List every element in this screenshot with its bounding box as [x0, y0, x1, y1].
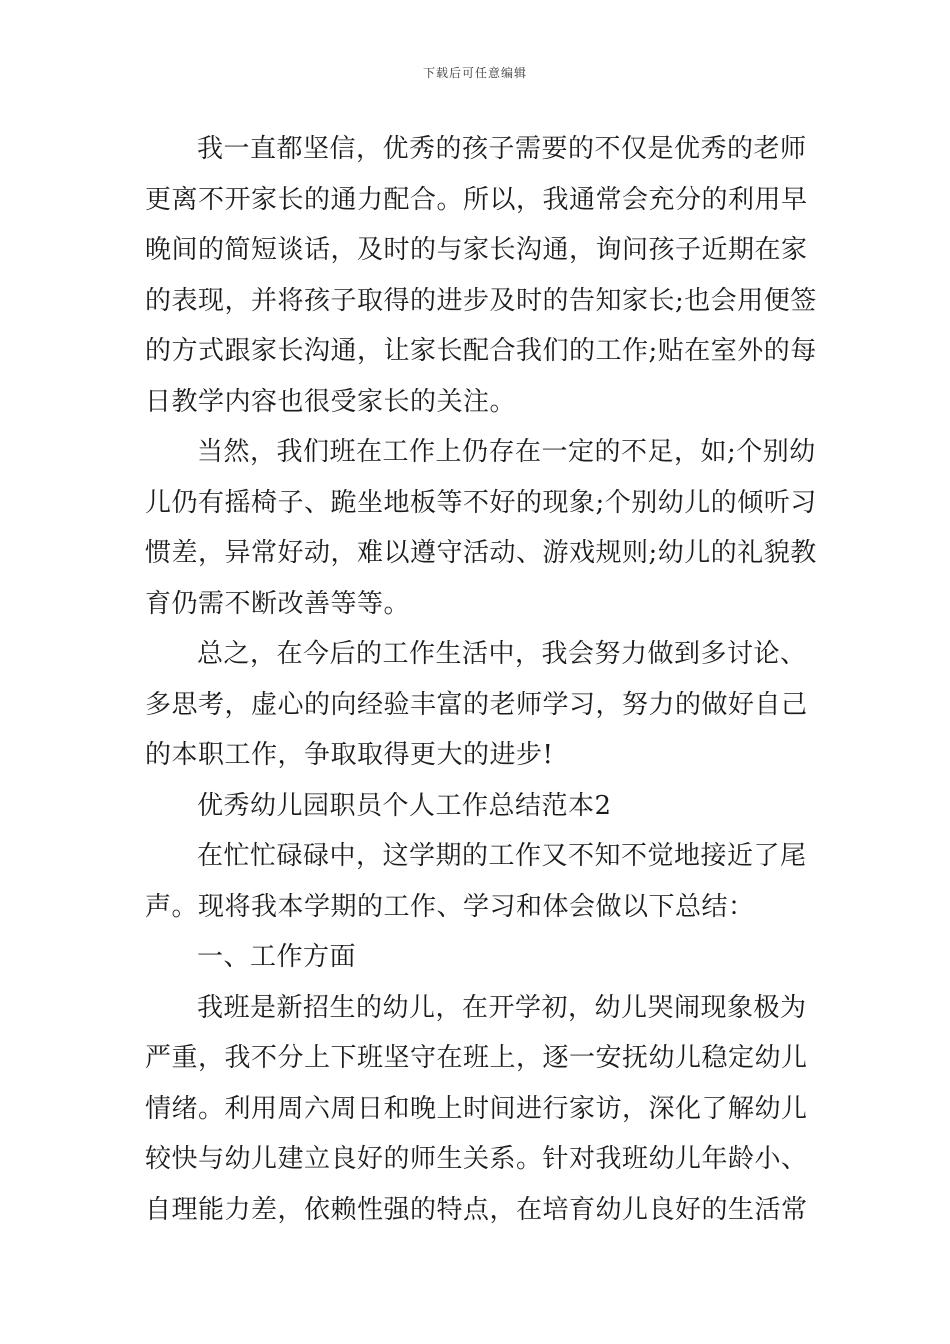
text-line: 我班是新招生的幼儿，在开学初，幼儿哭闹现象极为	[197, 992, 807, 1023]
text-line: 总之，在今后的工作生活中，我会努力做到多讨论、	[197, 639, 807, 669]
text-line: 多思考，虚心的向经验丰富的老师学习，努力的做好自己	[145, 689, 808, 720]
text-line: 声。现将我本学期的工作、学习和体会做以下总结：	[145, 891, 755, 922]
text-line: 惯差，异常好动，难以遵守活动、游戏规则;幼儿的礼貌教	[145, 538, 817, 568]
text-line: 晚间的简短谈话，及时的与家长沟通，询问孩子近期在家	[145, 235, 808, 265]
text-line: 一、工作方面	[197, 942, 357, 972]
text-line: 我一直都坚信，优秀的孩子需要的不仅是优秀的老师	[197, 134, 807, 164]
text-line: 更离不开家长的通力配合。所以，我通常会充分的利用早	[145, 184, 808, 215]
text-line: 自理能力差，依赖性强的特点，在培育幼儿良好的生活常	[145, 1194, 808, 1225]
text-line: 当然，我们班在工作上仍存在一定的不足，如;个别幼	[197, 437, 816, 467]
text-line: 较快与幼儿建立良好的师生关系。针对我班幼儿年龄小、	[145, 1144, 808, 1174]
text-line: 情绪。利用周六周日和晚上时间进行家访，深化了解幼儿	[145, 1093, 808, 1124]
text-line: 在忙忙碌碌中，这学期的工作又不知不觉地接近了尾	[197, 841, 807, 871]
page-header-note: 下载后可任意编辑	[422, 66, 527, 80]
text-line: 严重，我不分上下班坚守在班上，逐一安抚幼儿稳定幼儿	[145, 1043, 808, 1073]
text-line: 的表现，并将孩子取得的进步及时的告知家长;也会用便签	[145, 285, 817, 316]
text-line: 的方式跟家长沟通，让家长配合我们的工作;贴在室外的每	[145, 336, 817, 366]
text-line: 优秀幼儿园职员个人工作总结范本2	[197, 790, 612, 821]
text-line: 育仍需不断改善等等。	[145, 588, 411, 619]
text-line: 儿仍有摇椅子、跪坐地板等不好的现象;个别幼儿的倾听习	[145, 487, 817, 518]
text-line: 日教学内容也很受家长的关注。	[145, 386, 517, 417]
document-body	[145, 124, 817, 1235]
text-line: 的本职工作，争取取得更大的进步!	[145, 740, 554, 770]
